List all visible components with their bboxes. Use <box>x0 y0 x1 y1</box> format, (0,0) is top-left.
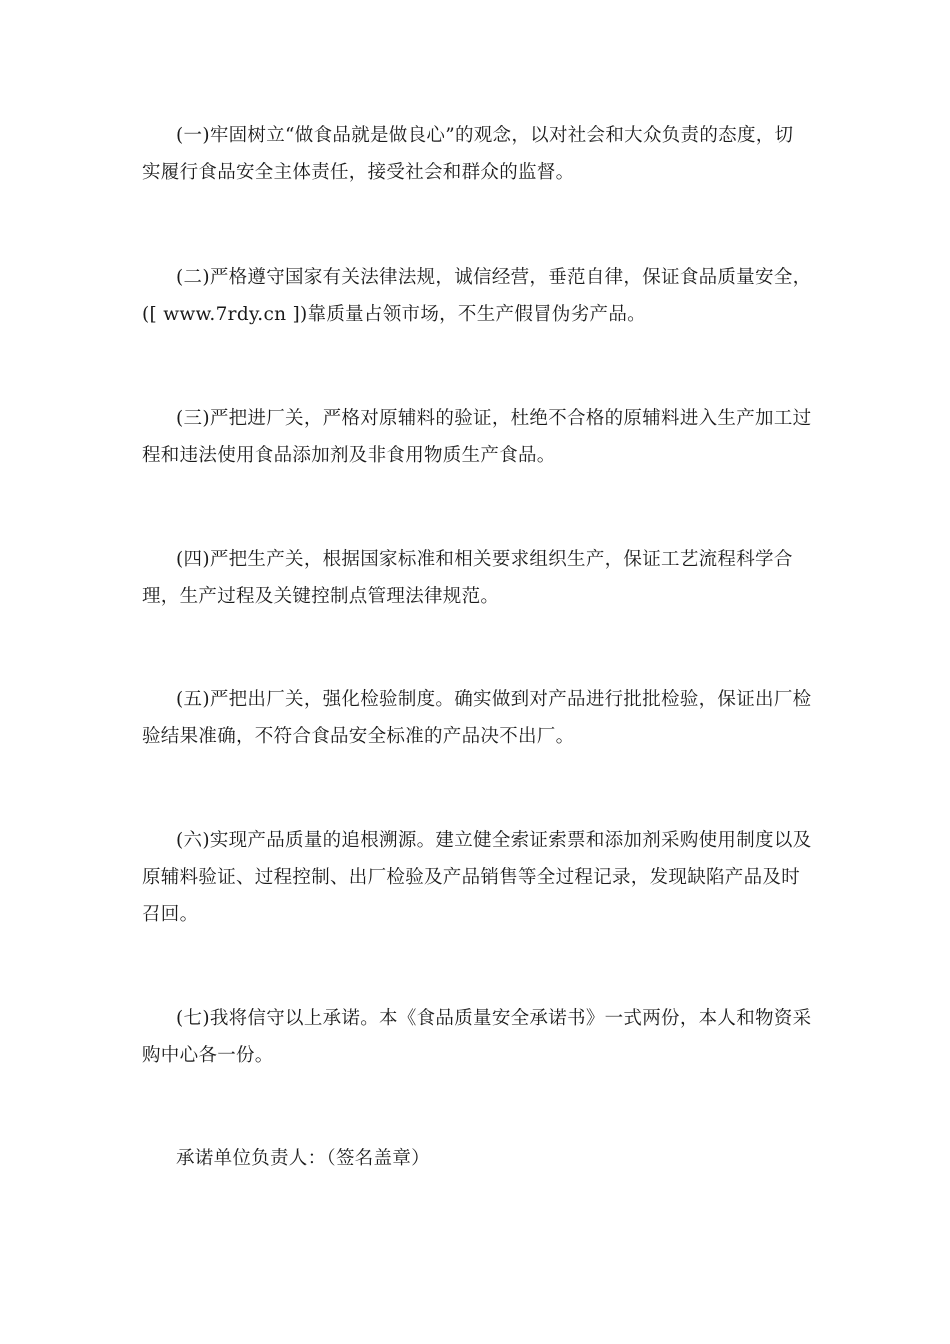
signature-line: 承诺单位负责人：（签名盖章） <box>176 1148 430 1169</box>
paragraph-4: (四)严把生产关，根据国家标准和相关要求组织生产，保证工艺流程科学合理，生产过程及关键控制点管理法律规范。 <box>142 549 793 607</box>
paragraph-2: (二)严格遵守国家有关法律法规，诚信经营，垂范自律，保证食品质量安全，([ www.7rdy.cn ])靠质量占领市场，不生产假冒伪劣产品。 <box>142 267 812 325</box>
paragraph-1: (一)牢固树立“做食品就是做良心”的观念，以对社会和大众负责的态度，切实履行食品安全主体责任，接受社会和群众的监督。 <box>142 125 794 183</box>
paragraph-5: (五)严把出厂关，强化检验制度。确实做到对产品进行批批检验，保证出厂检验结果准确，不符合食品安全标准的产品决不出厂。 <box>142 689 812 747</box>
paragraph-6: (六)实现产品质量的追根溯源。建立健全索证索票和添加剂采购使用制度以及原辅料验证、过程控制、出厂检验及产品销售等全过程记录，发现缺陷产品及时召回。 <box>142 830 812 925</box>
paragraph-7: (七)我将信守以上承诺。本《食品质量安全承诺书》一式两份，本人和物资采购中心各一份。 <box>142 1008 812 1066</box>
paragraph-3: (三)严把进厂关，严格对原辅料的验证，杜绝不合格的原辅料进入生产加工过程和违法使用食品添加剂及非食用物质生产食品。 <box>142 408 812 466</box>
